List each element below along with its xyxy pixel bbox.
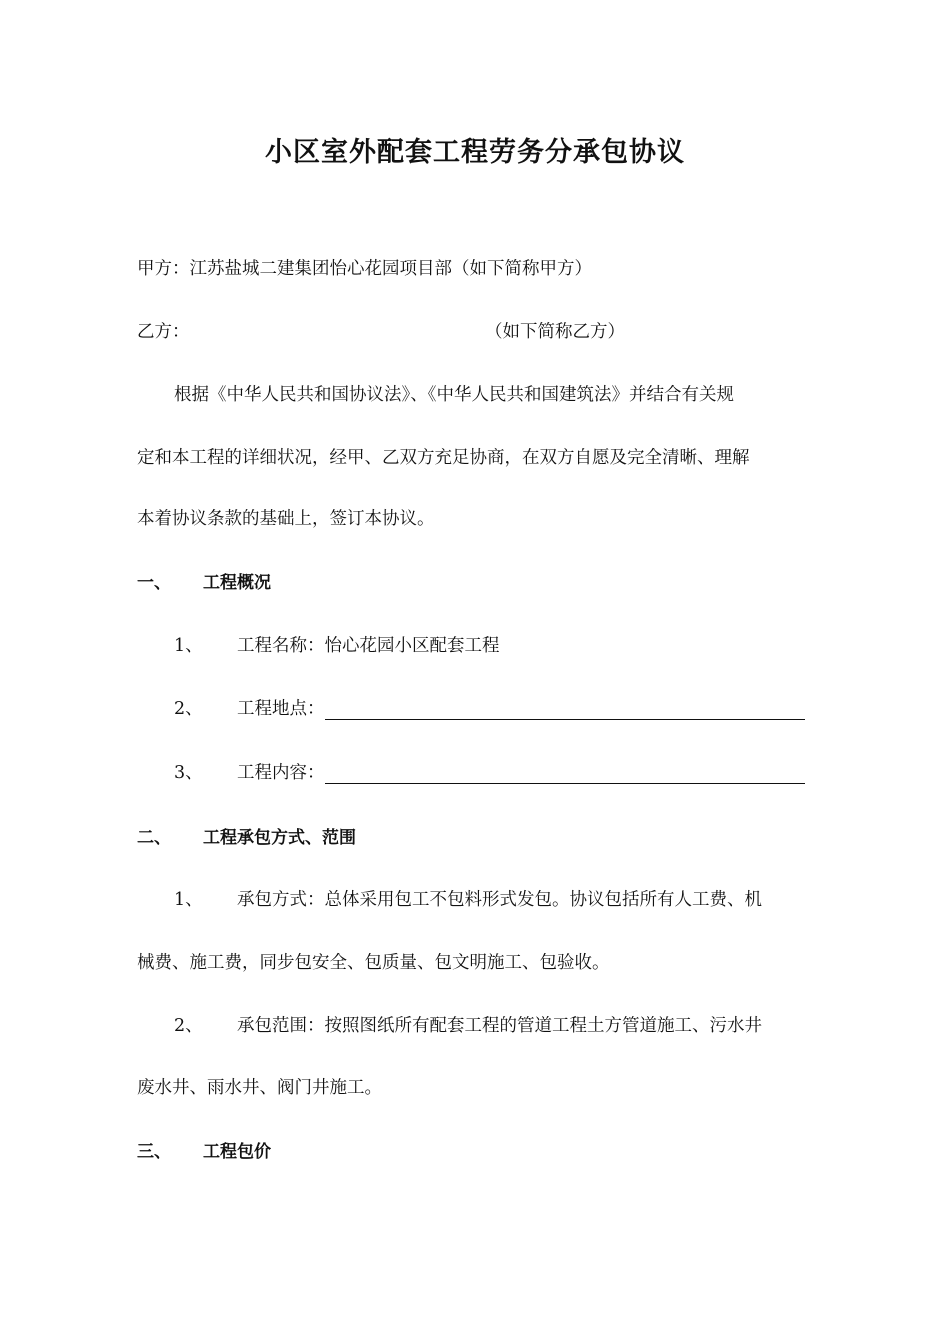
section-number: 二、 [137, 828, 171, 848]
item-number: 1、 [174, 636, 203, 656]
section-2-item-1-line-1 [174, 886, 854, 911]
party-b-label: 乙方： [137, 322, 190, 342]
party-b-line [137, 318, 817, 343]
section-title: 工程概况 [203, 573, 271, 593]
party-b-note: （如下简称乙方） [485, 322, 625, 342]
section-heading-3 [137, 1137, 817, 1162]
item-number: 3、 [174, 763, 203, 783]
section-heading-2 [137, 823, 817, 848]
section-1-item-3 [174, 759, 854, 784]
section-1-item-2 [174, 695, 854, 720]
item-text: 工程内容： [237, 763, 325, 783]
fill-in-blank-line [325, 697, 805, 720]
section-title: 工程承包方式、范围 [203, 828, 356, 848]
item-text: 承包范围：按照图纸所有配套工程的管道工程土方管道施工、污水井 [237, 1016, 762, 1036]
item-text: 承包方式：总体采用包工不包料形式发包。协议包括所有人工费、机 [237, 890, 762, 910]
fill-in-blank-line [325, 761, 805, 784]
intro-line-2: 定和本工程的详细状况，经甲、乙双方充足协商，在双方自愿及完全清晰、理解 [137, 448, 750, 468]
intro-text-1: 根据《中华人民共和国协议法》、《中华人民共和国建筑法》并结合有关规 [174, 385, 734, 405]
item-number: 2、 [174, 1016, 203, 1036]
item-number: 1、 [174, 890, 203, 910]
intro-line-1 [137, 381, 817, 406]
intro-line-3: 本着协议条款的基础上，签订本协议。 [137, 509, 435, 529]
section-2-item-2-line-2: 废水井、雨水井、阀门井施工。 [137, 1078, 382, 1098]
item-text: 工程名称：怡心花园小区配套工程 [237, 636, 500, 656]
item-text: 工程地点： [237, 699, 325, 719]
section-title: 工程包价 [203, 1142, 271, 1162]
section-2-item-1-line-2: 械费、施工费，同步包安全、包质量、包文明施工、包验收。 [137, 953, 610, 973]
section-heading-1 [137, 568, 817, 593]
document-title: 小区室外配套工程劳务分承包协议 [265, 137, 685, 168]
item-number: 2、 [174, 699, 203, 719]
section-number: 一、 [137, 573, 171, 593]
section-2-item-2-line-1 [174, 1012, 854, 1037]
party-a-line: 甲方：江苏盐城二建集团怡心花园项目部（如下简称甲方） [137, 259, 592, 279]
section-number: 三、 [137, 1142, 171, 1162]
section-1-item-1 [174, 632, 854, 657]
